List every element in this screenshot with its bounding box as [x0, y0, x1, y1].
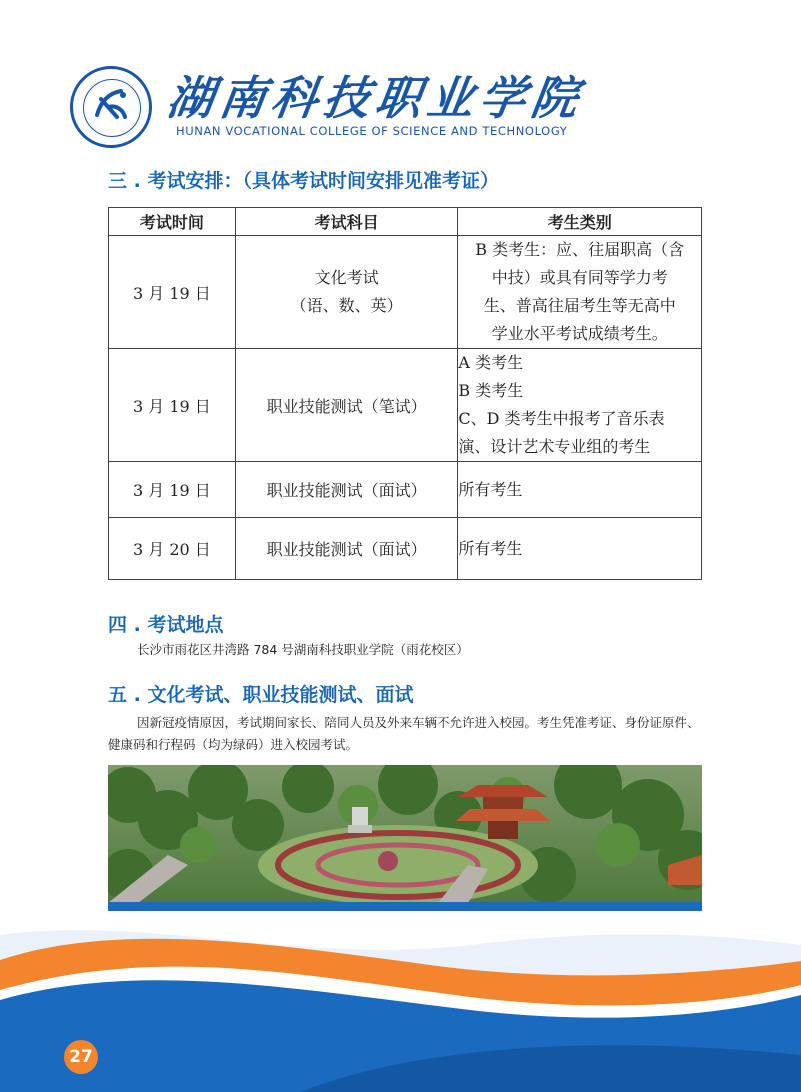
category-line: 演、设计艺术专业组的考生 [458, 437, 651, 456]
header-exam-subject: 考试科目 [235, 208, 458, 236]
subject-line: 文化考试 [314, 268, 379, 287]
table-row [109, 462, 702, 518]
category-line: B 类考生 [458, 381, 524, 400]
campus-aerial-photo [108, 765, 702, 903]
section5-title: 五 . 文化考试、职业技能测试、面试 [108, 684, 414, 706]
college-name-english: HUNAN VOCATIONAL COLLEGE OF SCIENCE AND TECHNOLOGY [176, 124, 568, 138]
category-line: 中技）或具有同等学力考 [491, 268, 668, 287]
exam-schedule-table [108, 207, 702, 580]
table-row [109, 349, 702, 462]
cell-subject: 职业技能测试（面试） [235, 518, 458, 580]
cell-category: 所有考生 [458, 462, 702, 518]
cell-category [458, 236, 702, 349]
table-header-row [109, 208, 702, 236]
exam-address: 长沙市雨花区井湾路 784 号湖南科技职业学院（雨花校区） [137, 642, 469, 657]
header-candidate-category: 考生类别 [458, 208, 702, 236]
covid-notice-paragraph: 因新冠疫情原因，考试期间家长、陪同人员及外来车辆不允许进入校园。考生凭准考证、身份证原件、健康码和行程码（均为绿码）进入校园考试。 [108, 715, 700, 752]
college-header [70, 62, 590, 152]
category-line: C、D 类考生中报考了音乐表 [458, 409, 665, 428]
category-line: 生、普高往届考生等无高中 [483, 296, 676, 315]
category-line: A 类考生 [458, 353, 524, 372]
cell-date: 3 月 20 日 [109, 518, 236, 580]
header-exam-time: 考试时间 [109, 208, 236, 236]
cell-date: 3 月 19 日 [109, 462, 236, 518]
cell-category: 所有考生 [458, 518, 702, 580]
table-row [109, 236, 702, 349]
cell-date: 3 月 19 日 [109, 349, 236, 462]
cell-subject: 职业技能测试（笔试） [235, 349, 458, 462]
college-seal-logo [70, 66, 152, 148]
section4-title: 四 . 考试地点 [108, 614, 224, 636]
category-line: 学业水平考试成绩考生。 [491, 324, 668, 343]
cell-subject [235, 236, 458, 349]
cell-category [458, 349, 702, 462]
cell-date: 3 月 19 日 [109, 236, 236, 349]
table-row [109, 518, 702, 580]
decorative-wave-footer [0, 905, 801, 1092]
section3-title: 三 . 考试安排：（具体考试时间安排见准考证） [108, 170, 499, 192]
college-name-calligraphy: 湖南科技职业学院 [163, 71, 588, 125]
page-number-badge: 27 [64, 1040, 98, 1074]
subject-line: （语、数、英） [290, 296, 403, 315]
category-line: B 类考生：应、往届职高（含 [475, 240, 685, 259]
cell-subject: 职业技能测试（面试） [235, 462, 458, 518]
